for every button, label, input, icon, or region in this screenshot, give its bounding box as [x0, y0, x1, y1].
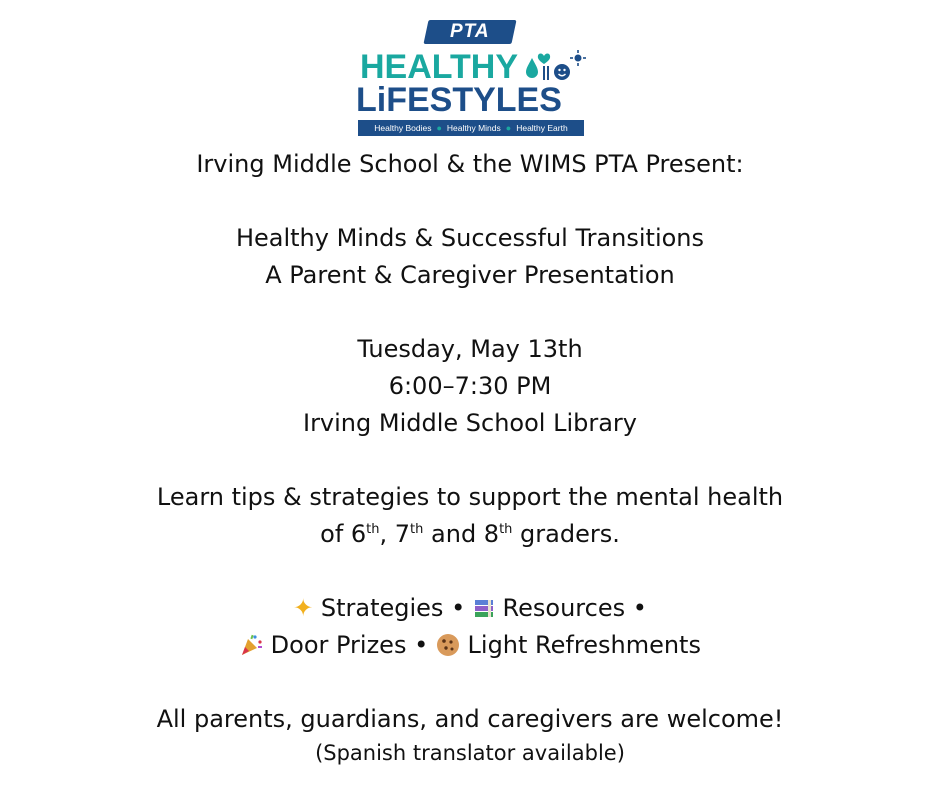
separator: •: [414, 631, 429, 659]
logo-tagline: [358, 120, 584, 136]
logo-icons: [524, 50, 586, 82]
smiley-icon: [554, 64, 570, 80]
event-location: Irving Middle School Library: [302, 409, 638, 437]
translator-note: (Spanish translator available): [315, 741, 625, 765]
tagline-dot: ●: [436, 123, 442, 133]
description-line: Learn tips & strategies to support the mental health: [156, 483, 784, 511]
separator: •: [632, 594, 647, 622]
water-drop-icon: [526, 58, 538, 78]
event-subtitle: A Parent & Caregiver Presentation: [265, 261, 675, 289]
highlight-resources: Resources: [502, 594, 626, 622]
highlights-line-2: [0, 627, 940, 664]
cookie-icon: [436, 633, 460, 657]
sparkles-icon: ✦: [293, 594, 314, 622]
tagline-dot: ●: [505, 123, 512, 133]
presenter-line: Irving Middle School & the WIMS PTA Present:: [196, 150, 744, 178]
tagline-item: Healthy Earth: [516, 123, 568, 133]
books-icon: [473, 597, 495, 619]
highlight-strategies: Strategies: [320, 594, 444, 622]
flyer-content: [0, 146, 940, 768]
grades-line: of 6th, 7th and 8th graders.: [320, 520, 620, 548]
welcome-line: All parents, guardians, and caregivers are welcome!: [156, 705, 784, 733]
event-time: 6:00–7:30 PM: [388, 372, 552, 400]
event-title: Healthy Minds & Successful Transitions: [235, 224, 705, 252]
tagline-item: Healthy Bodies: [374, 123, 432, 133]
pta-healthy-lifestyles-logo: [356, 20, 586, 138]
separator: •: [451, 594, 466, 622]
logo-healthy-word: HEALTHY: [360, 48, 519, 86]
pta-logo-text: PTA: [450, 21, 490, 42]
highlight-door-prizes: Door Prizes: [270, 631, 407, 659]
pta-banner: [423, 20, 516, 44]
heart-icon: [538, 54, 550, 64]
party-popper-icon: [239, 633, 263, 657]
highlights-line-1: [0, 590, 940, 627]
logo-lifestyles-word: LiFESTYLES: [356, 81, 562, 119]
tagline-item: Healthy Minds: [446, 123, 501, 133]
fork-knife-icon: [544, 66, 548, 80]
event-date: Tuesday, May 13th: [357, 335, 583, 363]
highlight-light-refreshments: Light Refreshments: [467, 631, 701, 659]
sun-icon: [570, 50, 586, 66]
